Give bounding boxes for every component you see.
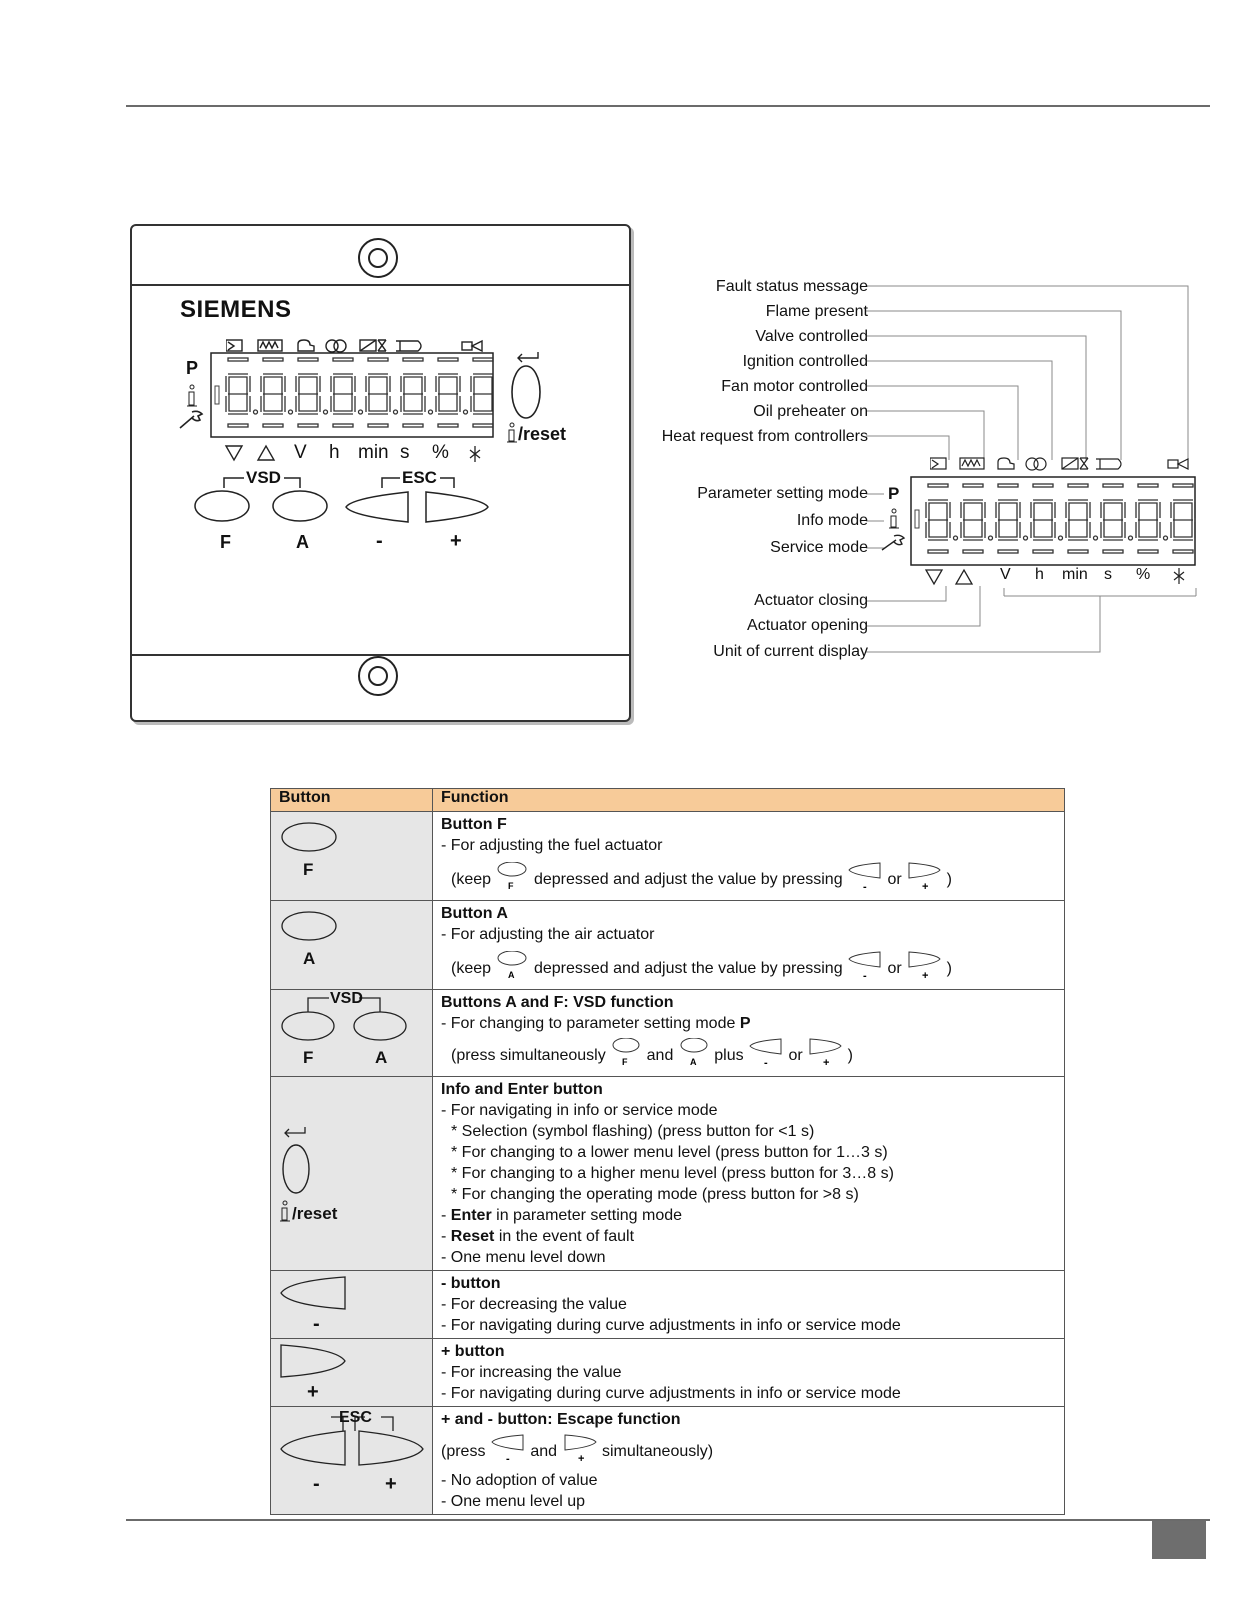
label-service-mode: Service mode bbox=[770, 539, 868, 556]
svg-text:+: + bbox=[922, 970, 929, 981]
heat-request-icon bbox=[930, 458, 946, 469]
svg-text:A: A bbox=[508, 970, 515, 980]
unit-percent: % bbox=[432, 442, 449, 463]
label-valve-controlled: Valve controlled bbox=[755, 328, 868, 345]
row-line: - For navigating in info or service mode bbox=[441, 1102, 718, 1119]
row-title: Button F bbox=[441, 816, 507, 833]
svg-text:+: + bbox=[577, 1453, 584, 1464]
row-title: - button bbox=[441, 1275, 501, 1292]
diagram-wrench-icon bbox=[880, 534, 908, 554]
diagram-unit-v: V bbox=[1000, 566, 1011, 583]
row-line: - For increasing the value bbox=[441, 1364, 622, 1381]
esc-plus-caption: + bbox=[385, 1473, 397, 1495]
oil-preheater-icon bbox=[960, 458, 984, 469]
vsd-caption: VSD bbox=[330, 990, 363, 1007]
button-minus-letter: - bbox=[376, 530, 383, 552]
mini-plus-key bbox=[906, 862, 942, 898]
button-a-cell bbox=[271, 901, 433, 990]
flame-icon bbox=[1096, 459, 1121, 469]
row-title: + button bbox=[441, 1343, 505, 1360]
minus-function bbox=[433, 1271, 1065, 1339]
svg-text:+: + bbox=[922, 881, 929, 892]
row-line: - For adjusting the air actuator bbox=[441, 926, 655, 943]
fan-motor-icon bbox=[998, 458, 1014, 469]
info-reset-cell bbox=[271, 1077, 433, 1271]
footer-rule bbox=[126, 1519, 1210, 1521]
button-plus-letter: + bbox=[450, 530, 462, 552]
table-header-row bbox=[271, 789, 1065, 812]
label-actuator-closing: Actuator closing bbox=[754, 592, 868, 609]
label-heat-request: Heat request from controllers bbox=[661, 428, 868, 445]
unit-v: V bbox=[294, 442, 307, 463]
label-oil-preheater: Oil preheater on bbox=[753, 403, 868, 420]
diagram-fan-speed-icon bbox=[1170, 566, 1188, 586]
svg-text:F: F bbox=[622, 1057, 628, 1067]
unit-min: min bbox=[358, 442, 389, 463]
label-flame-present: Flame present bbox=[765, 303, 868, 320]
svg-text:A: A bbox=[689, 1057, 697, 1067]
svg-text:-: - bbox=[863, 881, 867, 892]
button-a-function bbox=[433, 901, 1065, 990]
mini-minus-key bbox=[490, 1434, 526, 1470]
vsd-cell bbox=[271, 990, 433, 1077]
row-line: - Enter in parameter setting mode bbox=[441, 1207, 683, 1224]
valve-icon bbox=[1062, 458, 1088, 469]
row-line: - For adjusting the fuel actuator bbox=[441, 837, 663, 854]
row-title: Info and Enter button bbox=[441, 1081, 603, 1098]
button-f-function bbox=[433, 812, 1065, 901]
unit-h: h bbox=[329, 442, 340, 463]
mini-f-key bbox=[610, 1038, 642, 1074]
table-row bbox=[271, 812, 1065, 901]
mini-a-key bbox=[495, 951, 529, 987]
esc-function bbox=[433, 1407, 1065, 1515]
row-line: * For changing to a higher menu level (press button for 3…8 s) bbox=[451, 1165, 894, 1182]
header-function: Function bbox=[433, 789, 1065, 812]
info-reset-function bbox=[433, 1077, 1065, 1271]
row-title: Button A bbox=[441, 905, 508, 922]
esc-cell bbox=[271, 1407, 433, 1515]
label-ignition-controlled: Ignition controlled bbox=[742, 353, 868, 370]
row-line: * For changing to a lower menu level (press button for 1…3 s) bbox=[451, 1144, 888, 1161]
table-row bbox=[271, 990, 1065, 1077]
button-f-cell bbox=[271, 812, 433, 901]
diagram-unit-min: min bbox=[1062, 566, 1088, 583]
diagram-info-icon bbox=[888, 508, 902, 530]
page-number-box bbox=[1152, 1521, 1206, 1559]
row-line: - One menu level down bbox=[441, 1249, 606, 1266]
svg-text:-: - bbox=[863, 970, 867, 981]
vsd-f-caption: F bbox=[303, 1048, 314, 1067]
mini-plus-key bbox=[906, 951, 942, 987]
label-unit-display: Unit of current display bbox=[713, 643, 868, 660]
row-line: - For decreasing the value bbox=[441, 1296, 627, 1313]
mini-plus-key bbox=[562, 1434, 598, 1470]
row-line: * Selection (symbol flashing) (press button for <1 s) bbox=[451, 1123, 815, 1140]
label-parameter-mode: Parameter setting mode bbox=[697, 485, 868, 502]
row-title: + and - button: Escape function bbox=[441, 1411, 681, 1428]
mini-minus-key bbox=[847, 862, 883, 898]
diagram-unit-percent: % bbox=[1136, 566, 1151, 583]
fault-icon bbox=[1168, 459, 1188, 469]
label-info-mode: Info mode bbox=[796, 512, 868, 529]
parameter-mode-letter: P bbox=[186, 358, 199, 378]
mini-plus-key bbox=[807, 1038, 843, 1074]
button-a-letter: A bbox=[296, 532, 309, 552]
row-press-line: (press simultaneously F and A plus - or + ) bbox=[441, 1038, 1056, 1074]
label-fan-motor: Fan motor controlled bbox=[721, 378, 868, 395]
diagram-lcd-display bbox=[910, 476, 1196, 568]
button-a-caption: A bbox=[303, 949, 316, 968]
plus-caption: + bbox=[307, 1381, 319, 1403]
esc-minus-caption: - bbox=[313, 1473, 320, 1495]
vsd-a-caption: A bbox=[375, 1048, 388, 1067]
row-line: - For changing to parameter setting mode P bbox=[441, 1015, 751, 1032]
svg-text:-: - bbox=[764, 1057, 768, 1068]
row-press-line: (keep F depressed and adjust the value by pressing - or + ) bbox=[441, 862, 1056, 898]
header-button: Button bbox=[271, 789, 433, 812]
table-row bbox=[271, 901, 1065, 990]
svg-text:+: + bbox=[823, 1057, 830, 1068]
esc-label: ESC bbox=[402, 468, 437, 487]
table-row bbox=[271, 1271, 1065, 1339]
reset-label: /reset bbox=[518, 424, 567, 444]
diagram-parameter-letter: P bbox=[888, 484, 900, 503]
row-line: * For changing the operating mode (press button for >8 s) bbox=[451, 1186, 859, 1203]
mini-a-key bbox=[678, 1038, 710, 1074]
minus-caption: - bbox=[313, 1313, 320, 1335]
mini-minus-key bbox=[847, 951, 883, 987]
diagram-status-icons bbox=[930, 456, 1200, 472]
table-row bbox=[271, 1407, 1065, 1515]
row-line: - No adoption of value bbox=[441, 1472, 598, 1489]
info-reset-caption: /reset bbox=[292, 1204, 338, 1223]
diagram-arrows-icons bbox=[924, 568, 984, 586]
label-actuator-opening: Actuator opening bbox=[747, 617, 868, 634]
row-line: - For navigating during curve adjustments in info or service mode bbox=[441, 1317, 901, 1334]
plus-function bbox=[433, 1339, 1065, 1407]
vsd-function bbox=[433, 990, 1065, 1077]
row-title: Buttons A and F: VSD function bbox=[441, 994, 674, 1011]
ignition-icon bbox=[1026, 458, 1046, 470]
mini-f-key bbox=[495, 862, 529, 898]
button-f-caption: F bbox=[303, 860, 314, 879]
mini-key-text: F bbox=[508, 881, 514, 891]
button-f-letter: F bbox=[220, 532, 231, 552]
row-line: - For navigating during curve adjustments in info or service mode bbox=[441, 1385, 901, 1402]
table-row bbox=[271, 1077, 1065, 1271]
svg-text:-: - bbox=[505, 1453, 510, 1464]
button-function-table bbox=[270, 788, 1065, 1515]
diagram-unit-s: s bbox=[1104, 566, 1112, 583]
row-press-line: (press - and + simultaneously) bbox=[441, 1434, 1056, 1470]
siemens-logo: SIEMENS bbox=[180, 296, 292, 323]
row-line: - One menu level up bbox=[441, 1493, 586, 1510]
diagram-unit-h: h bbox=[1035, 566, 1044, 583]
plus-cell bbox=[271, 1339, 433, 1407]
table-row bbox=[271, 1339, 1065, 1407]
row-press-line: (keep A depressed and adjust the value by pressing - or + ) bbox=[441, 951, 1056, 987]
row-line: - Reset in the event of fault bbox=[441, 1228, 635, 1245]
leader-lines bbox=[0, 0, 1260, 700]
mini-minus-key bbox=[748, 1038, 784, 1074]
minus-cell bbox=[271, 1271, 433, 1339]
label-fault-status: Fault status message bbox=[715, 278, 868, 295]
unit-s: s bbox=[400, 442, 410, 463]
vsd-label: VSD bbox=[246, 468, 281, 487]
esc-caption: ESC bbox=[339, 1409, 372, 1426]
